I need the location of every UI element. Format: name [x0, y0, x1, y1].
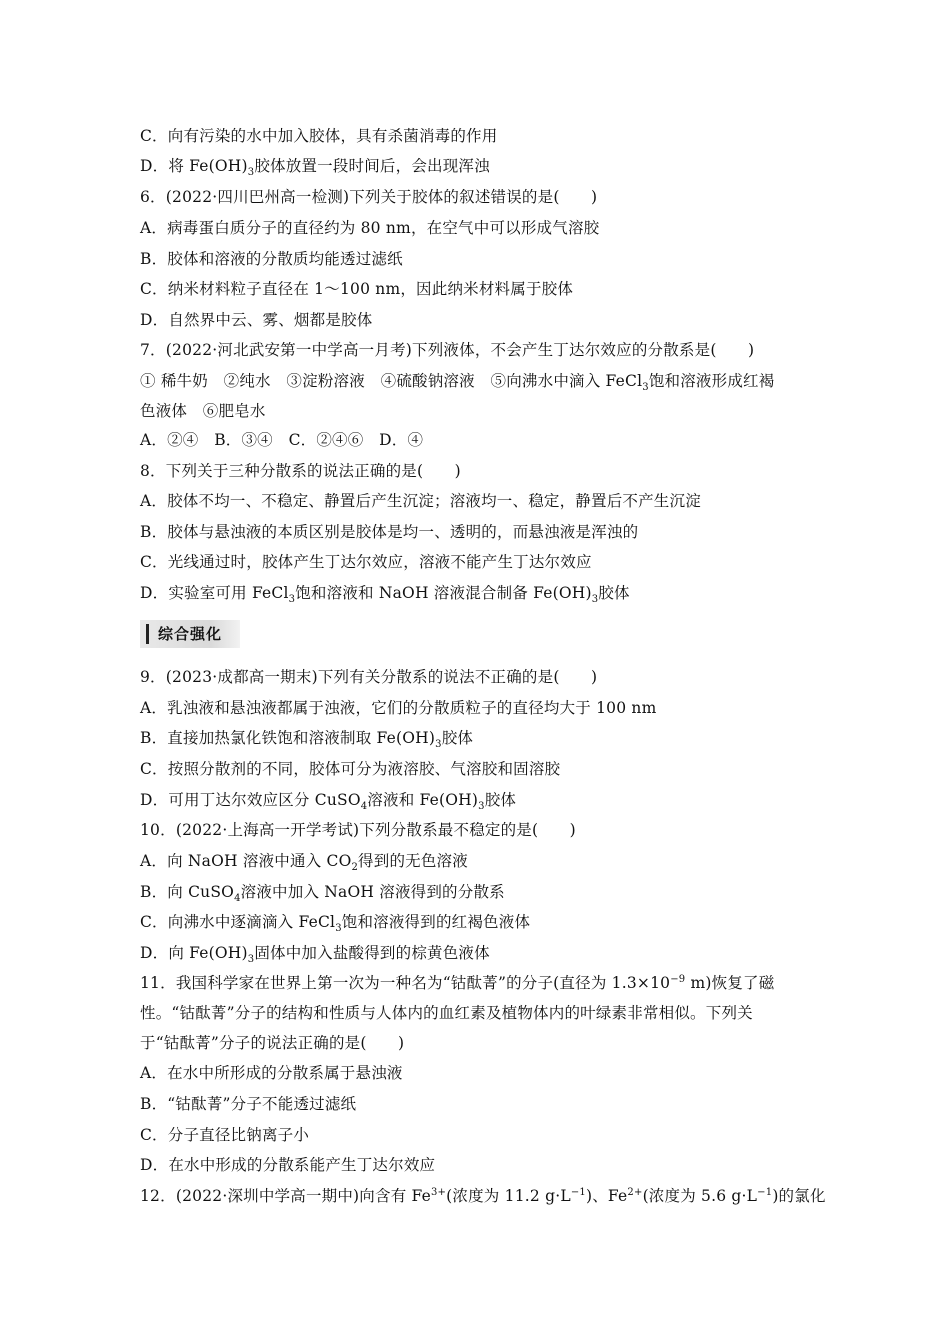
option-8b: B．胶体与悬浊液的本质区别是胶体是均一、透明的，而悬浊液是浑浊的: [140, 523, 639, 541]
option-10a: A．向 NaOH 溶液中通入 $CO_2$得到的无色溶液: [140, 852, 468, 874]
option-11d: D．在水中形成的分散系能产生丁达尔效应: [140, 1156, 436, 1174]
question-7-options: A．②④ B．③④ C．②④⑥ D．④: [140, 431, 424, 449]
option-5d: D．将 $Fe(OH)_3$胶体放置一段时间后，会出现浑浊: [140, 157, 490, 179]
question-12: 12．(2022·深圳中学高一期中)向含有 $Fe^{3+}$(浓度为 11.2 $g\cdot L^{-1}$)、$Fe^{2+}$(浓度为 5.6 $g\cdot L^{-1}$)的氯化: [140, 1186, 826, 1205]
option-11c: C．分子直径比钠离子小: [140, 1126, 310, 1144]
option-6d: D．自然界中云、雾、烟都是胶体: [140, 311, 373, 329]
question-7-items: ① 稀牛奶 ②纯水 ③淀粉溶液 ④硫酸钠溶液 ⑤向沸水中滴入 FeCl$_3$饱和溶液形成红褐: [140, 372, 775, 394]
option-6a: A．病毒蛋白质分子的直径约为 80 nm，在空气中可以形成气溶胶: [140, 219, 600, 237]
option-8d: D．实验室可用 FeCl$_3$饱和溶液和 NaOH 溶液混合制备 $Fe(OH)_3$胶体: [140, 584, 630, 606]
option-9c: C．按照分散剂的不同，胶体可分为液溶胶、气溶胶和固溶胶: [140, 760, 561, 778]
option-9a: A．乳浊液和悬浊液都属于浊液，它们的分散质粒子的直径均大于 100 nm: [140, 699, 657, 717]
option-10c: C．向沸水中逐滴滴入 FeCl$_3$饱和溶液得到的红褐色液体: [140, 913, 531, 935]
section-marker: [146, 624, 149, 644]
option-11a: A．在水中所形成的分散系属于悬浊液: [140, 1064, 403, 1082]
question-11: 11．我国科学家在世界上第一次为一种名为“钴酞菁”的分子(直径为 $1.3\times 10^{-9}$ m)恢复了磁: [140, 973, 775, 992]
option-6b: B．胶体和溶液的分散质均能透过滤纸: [140, 250, 403, 268]
option-8c: C．光线通过时，胶体产生丁达尔效应，溶液不能产生丁达尔效应: [140, 553, 592, 571]
option-8a: A．胶体不均一、不稳定、静置后产生沉淀；溶液均一、稳定，静置后不产生沉淀: [140, 492, 701, 510]
question-11-cont-2: 于“钴酞菁”分子的说法正确的是( ): [140, 1034, 405, 1052]
question-9: 9．(2023·成都高一期末)下列有关分散系的说法不正确的是( ): [140, 668, 598, 686]
option-5c: C．向有污染的水中加入胶体，具有杀菌消毒的作用: [140, 127, 498, 145]
question-8: 8．下列关于三种分散系的说法正确的是( ): [140, 462, 461, 480]
question-10: 10．(2022·上海高一开学考试)下列分散系最不稳定的是( ): [140, 821, 576, 839]
section-title: 综合强化: [158, 625, 223, 643]
question-7-items-cont: 色液体 ⑥肥皂水: [140, 402, 266, 420]
option-10b: B．向 CuSO$_4$溶液中加入 NaOH 溶液得到的分散系: [140, 883, 505, 905]
question-7: 7．(2022·河北武安第一中学高一月考)下列液体，不会产生丁达尔效应的分散系是( ): [140, 341, 755, 359]
option-11b: B．“钴酞菁”分子不能透过滤纸: [140, 1095, 357, 1113]
option-6c: C．纳米材料粒子直径在 1～100 nm，因此纳米材料属于胶体: [140, 280, 574, 298]
question-6: 6．(2022·四川巴州高一检测)下列关于胶体的叙述错误的是( ): [140, 188, 598, 206]
section-header: [140, 620, 240, 648]
option-9b: B．直接加热氯化铁饱和溶液制取 $Fe(OH)_3$胶体: [140, 729, 474, 751]
option-9d: D．可用丁达尔效应区分 CuSO$_4$溶液和 $Fe(OH)_3$胶体: [140, 791, 517, 813]
question-11-cont-1: 性。“钴酞菁”分子的结构和性质与人体内的血红素及植物体内的叶绿素非常相似。下列关: [140, 1004, 753, 1022]
option-10d: D．向 $Fe(OH)_3$固体中加入盐酸得到的棕黄色液体: [140, 944, 490, 966]
